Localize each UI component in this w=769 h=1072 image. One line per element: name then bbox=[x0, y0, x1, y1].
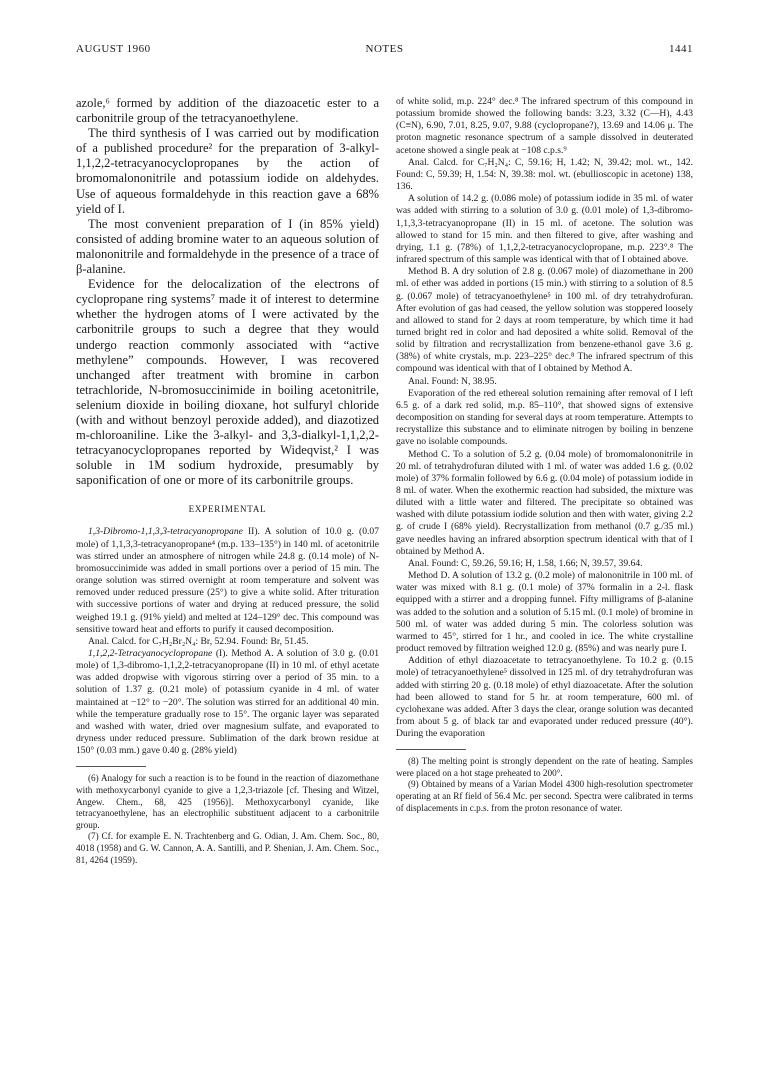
footnotes bbox=[396, 756, 693, 814]
paragraph: of white solid, m.p. 224° dec.⁸ The infrared spectrum of this compound in potassium bromide showed the following bands: 3.23, 3.32 (C—H), 4.43 (C≡N), 6.90, 7.01, 8.25, 9.07, 9.88 (cyclopropane?), 13.69 and 14.06 μ. The proton magnetic resonance spectrum of a sample dissolved in deuterated acetone showed a single peak at −108 c.p.s.⁹ bbox=[396, 96, 693, 156]
paragraph: The most convenient preparation of I (in 85% yield) consisted of adding bromine water to an aqueous solution of malononitrile and formaldehyde in the presence of a trace of β-alanine. bbox=[76, 216, 379, 277]
compound-title: 1,1,2,2-Tetracyanocyclopropane bbox=[88, 648, 213, 659]
running-header bbox=[76, 43, 693, 57]
paragraph: Method B. A dry solution of 2.8 g. (0.067 mole) of diazomethane in 200 ml. of ether was added in portions (15 min.) with stirring to a solution of 8.5 g. (0.067 mole) of tetracyanoethylene⁵ in 100 ml. of dry tetrahydrofuran. After evolution of gas had ceased, the yellow solution was stoppered loosely and allowed to stand for 2 days at room temperature, by which time it had turned bright red in color and had deposited a white solid. Removal of the solid by filtration and recrystallization from benzene-ethanol gave 3.6 g. (38%) of white crystals, m.p. 223–225° dec.⁸ The infrared spectrum of this compound was identical with that of I obtained by Method A. bbox=[396, 266, 693, 375]
right-body-text bbox=[396, 96, 693, 740]
procedure-paragraph bbox=[76, 648, 379, 757]
left-column bbox=[76, 96, 379, 866]
left-body-text bbox=[76, 96, 379, 488]
paragraph: Evaporation of the red ethereal solution remaining after removal of I left 6.5 g. of a dark red solid, m.p. 85–110°, that showed signs of extensive decomposition on standing for several days at room temperature. Attempts to recrystallize this substance and to eliminate nitrogen by boiling in benzene gave no isolable compounds. bbox=[396, 387, 693, 448]
footnote: (9) Obtained by means of a Varian Model 4300 high-resolution spectrometer operating at an Rf field of 56.4 Mc. per second. Spectra were calibrated in terms of displacements in c.p.s. from the proton resonance of water. bbox=[396, 779, 693, 813]
experimental-text bbox=[76, 526, 379, 757]
paragraph: azole,⁶ formed by addition of the diazoacetic ester to a carbonitrile group of the tetracyanoethylene. bbox=[76, 96, 379, 126]
procedure-body: II). A solution of 10.0 g. (0.07 mole) of 1,1,3,3-tetracyanopropane⁴ (m.p. 133–135°) in 140 ml. of acetonitrile was stirred under an atmosphere of nitrogen while 24.8 g. (0.14 mole) of N-bromosuccinimide was added in small portions over a period of 15 min. The orange solution was stirred overnight at room temperature and solvent was removed under reduced pressure (25°) to give a white solid. After trituration with successive portions of water and drying at reduced pressure, the solid weighed 19.1 g. (91% yield) and melted at 124–129° dec. This compound was sensitive toward heat and efforts to purify it caused decomposition. bbox=[76, 526, 379, 635]
analysis-line: Anal. Found: N, 38.95. bbox=[408, 375, 497, 387]
paragraph: A solution of 14.2 g. (0.086 mole) of potassium iodide in 35 ml. of water was added with stirring to a solution of 3.0 g. (0.01 mole) of 1,3-dibromo-1,1,3,3-tetracyanopropane (II) in 15 ml. of acetone. The solution was allowed to stand for 15 min. and then filtered to give, after washing and drying, 1.1 g. (78%) of 1,1,2,2-tetracyanocyclopropane, m.p. 223°.⁸ The infrared spectrum of this sample was identical with that of I obtained above. bbox=[396, 193, 693, 266]
footnote: (7) Cf. for example E. N. Trachtenberg and G. Odian, J. Am. Chem. Soc., 80, 4018 (1958) and G. W. Cannon, A. A. Santilli, and P. Shenian, J. Am. Chem. Soc., 81, 4264 (1959). bbox=[76, 831, 379, 865]
procedure-paragraph bbox=[76, 526, 379, 635]
footnote: (8) The melting point is strongly dependent on the rate of heating. Samples were placed on a hot stage preheated to 200°. bbox=[396, 756, 693, 778]
analysis-line: Anal. Calcd. for C₇H₂N₄: C, 59.16; H, 1.42; N, 39.42; mol. wt., 142. Found: C, 59.39; H, 1.54: N, 39.38: mol. wt. (ebullioscopic in acetone) 138, 136. bbox=[396, 156, 693, 193]
analysis-line: Anal. Found: C, 59.26, 59.16; H, 1.58, 1.66; N, 39.57, 39.64. bbox=[408, 557, 643, 569]
header-section: NOTES bbox=[365, 43, 404, 55]
header-date: AUGUST 1960 bbox=[76, 43, 151, 55]
paragraph: Evidence for the delocalization of the electrons of cyclopropane ring systems⁷ made it of interest to determine whether the hydrogen atoms of I were activated by the carbonitrile groups to such a degree that they would undergo reaction commonly associated with “active methylene” compounds. However, I was recovered unchanged after treatment with bromine in carbon tetrachloride, N-bromosuccinimide in boiling acetonitrile, selenium dioxide in boiling dioxane, hot sulfuryl chloride (with and without benzoyl peroxide added), and diazotized m-chloroaniline. Like the 3-alkyl- and 3,3-dialkyl-1,1,2,2-tetracyanocyclopropanes reported by Wideqvist,² I was soluble in 1M sodium hydroxide, presumably by saponification of one or more of its carbonitrile groups. bbox=[76, 277, 379, 488]
page-number: 1441 bbox=[669, 43, 693, 55]
footnote-rule bbox=[76, 766, 146, 767]
analysis-line: Anal. Calcd. for C₇H₂Br₂N₄: Br, 52.94. Found: Br, 51.45. bbox=[88, 635, 309, 647]
footnote-rule bbox=[396, 749, 466, 750]
paragraph: Addition of ethyl diazoacetate to tetracyanoethylene. To 10.2 g. (0.15 mole) of tetracyanoethylene⁵ dissolved in 125 ml. of dry tetrahydrofuran was added with stirring 20 g. (0.18 mole) of ethyl diazoacetate. After the solution had been allowed to stand for 5 hr. at room temperature, 600 ml. of cyclohexane was added. After 3 days the clear, orange solution was decanted from about 5 g. of black tar and evaporated under reduced pressure (40°). During the evaporation bbox=[396, 655, 693, 740]
footnotes bbox=[76, 773, 379, 866]
right-column bbox=[396, 96, 693, 814]
paragraph: Method C. To a solution of 5.2 g. (0.04 mole) of bromomalononitrile in 20 ml. of tetrahydrofuran diluted with 1 ml. of water was added 1.6 g. (0.02 mole) of 37% formalin followed by 6.6 g. (0.04 mole) of potassium iodide in 8 ml. of water. When the exothermic reaction had subsided, the mixture was diluted with a little water and filtered. The precipitate so obtained was washed with dilute potassium iodide solution and then with water, giving 2.2 g. of crude I (68% yield). Recrystallization from methanol (0.7 g./35 ml.) gave needles having an infrared absorption spectrum identical with that of I obtained by Method A. bbox=[396, 448, 693, 557]
footnote: (6) Analogy for such a reaction is to be found in the reaction of diazomethane with methoxycarbonyl cyanide to give a 1,2,3-triazole [cf. Thesing and Witzel, Angew. Chem., 68, 425 (1956)]. Methoxycarbonyl cyanide, like tetracyanoethylene, has an electrophilic substituent adjacent to a carbonitrile group. bbox=[76, 773, 379, 830]
paragraph: Method D. A solution of 13.2 g. (0.2 mole) of malononitrile in 100 ml. of water was mixed with 8.1 g. (0.1 mole) of 37% formalin in a 2-l. flask equipped with a stirrer and a dropping funnel. Fifty milligrams of β-alanine was added to the solution and a solution of 5.15 ml. (0.1 mole) of bromine in 500 ml. of water was added during 5 min. The colorless solution was warmed to 45°, stirred for 1 hr., and cooled in ice. The white crystalline product removed by filtration weighed 12.0 g. (85%) and was nearly pure I. bbox=[396, 570, 693, 655]
compound-title: 1,3-Dibromo-1,1,3,3-tetracyanopropane bbox=[88, 526, 243, 538]
method-label: (I). Method A. bbox=[215, 648, 274, 659]
experimental-heading: EXPERIMENTAL bbox=[188, 504, 267, 515]
paragraph: The third synthesis of I was carried out by modification of a published procedure² for the preparation of 3-alkyl-1,1,2,2-tetracyanocyclopropanes by the action of bromomalononitrile and potassium iodide on aldehydes. Use of aqueous formaldehyde in this reaction gave a 68% yield of I. bbox=[76, 126, 379, 216]
procedure-body: A solution of 3.0 g. (0.01 mole) of 1,3-dibromo-1,1,2,2-tetracyanopropane (II) in 10 ml. of ethyl acetate was added dropwise with vigorous stirring over a period of 35 min. to a solution of 1.37 g. (0.21 mole) of potassium cyanide in 4 ml. of water maintained at −12° to −20°. The solution was stirred for an additional 40 min. while the temperature gradually rose to 15°. The organic layer was separated and washed with water, dried over magnesium sulfate, and evaporated to dryness under reduced pressure. Sublimation of the dark brown residue at 150° (0.03 mm.) gave 0.40 g. (28% yield) bbox=[76, 648, 380, 757]
